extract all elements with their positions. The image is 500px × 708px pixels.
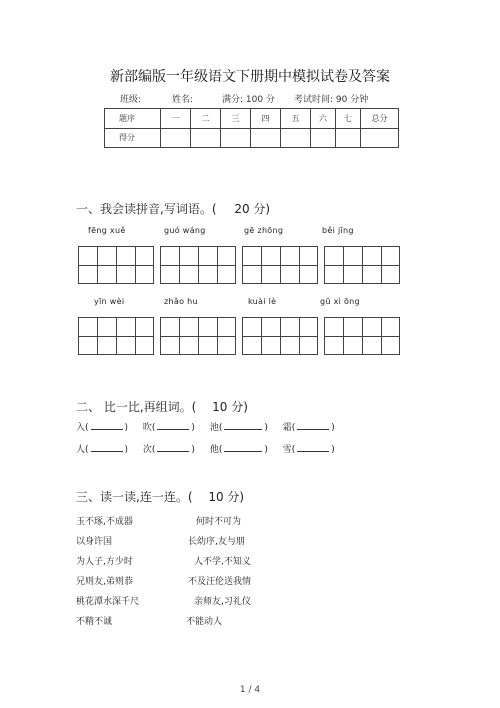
pinyin-label: kuài lè bbox=[248, 297, 277, 306]
compare-char: 次( bbox=[142, 445, 156, 455]
compare-char: 人( bbox=[76, 445, 89, 455]
compare-char: 他( bbox=[209, 445, 223, 455]
compare-paren: ) bbox=[331, 445, 335, 455]
compare-char: 霜( bbox=[282, 423, 296, 433]
match-right-item[interactable]: 不能动人 bbox=[186, 617, 223, 627]
match-left-item[interactable]: 兄则友,弟则恭 bbox=[76, 577, 133, 587]
compare-row-1 bbox=[76, 420, 335, 433]
writing-grid[interactable] bbox=[160, 246, 236, 284]
section2-points: 10 分) bbox=[212, 400, 248, 414]
pinyin-label: zhǎo hu bbox=[164, 297, 198, 306]
answer-blank[interactable] bbox=[224, 443, 262, 452]
score-header-cell: 七 bbox=[336, 109, 361, 129]
score-table bbox=[104, 108, 399, 148]
match-left-item[interactable]: 桃花潭水深千尺 bbox=[76, 597, 140, 607]
pinyin-label: fēng xuě bbox=[88, 226, 126, 235]
full-score: 满分: 100 分 bbox=[222, 95, 275, 105]
pinyin-label: gē zhōng bbox=[244, 226, 284, 235]
pinyin-label: yīn wèi bbox=[94, 297, 125, 306]
compare-paren: ) bbox=[191, 445, 195, 455]
compare-char: 入( bbox=[76, 423, 89, 433]
score-cell[interactable] bbox=[191, 128, 221, 148]
score-header-cell: 四 bbox=[251, 109, 281, 129]
document-title: 新部编版一年级语文下册期中模拟试卷及答案 bbox=[110, 69, 390, 85]
score-cell[interactable] bbox=[251, 128, 281, 148]
score-header-cell: 总分 bbox=[361, 109, 399, 129]
writing-grid[interactable] bbox=[242, 317, 318, 355]
match-left-item[interactable]: 以身许国 bbox=[76, 537, 113, 547]
compare-paren: ) bbox=[191, 423, 195, 433]
match-left-item[interactable]: 玉不琢,不成器 bbox=[76, 517, 133, 527]
section1-points: 20 分) bbox=[234, 202, 271, 216]
writing-grid[interactable] bbox=[242, 246, 318, 284]
compare-paren: ) bbox=[331, 423, 335, 433]
pinyin-label: gū xì ōng bbox=[320, 297, 360, 306]
page-number: 1 / 4 bbox=[239, 685, 261, 695]
match-right-item[interactable]: 人不学,不知义 bbox=[194, 557, 251, 567]
score-cell[interactable] bbox=[361, 128, 399, 148]
exam-time: 考试时间: 90 分钟 bbox=[294, 95, 369, 105]
match-right-item[interactable]: 长幼序,友与朋 bbox=[188, 537, 245, 547]
compare-row-2 bbox=[76, 442, 335, 455]
answer-blank[interactable] bbox=[297, 443, 329, 452]
name-label: 姓名: bbox=[172, 95, 194, 105]
section2-title: 二、 比一比,再组词。( bbox=[76, 400, 197, 414]
score-value-row bbox=[105, 128, 399, 148]
score-header-cell: 三 bbox=[221, 109, 251, 129]
writing-grid[interactable] bbox=[160, 317, 236, 355]
compare-char: 吹( bbox=[142, 423, 156, 433]
class-label: 班级: bbox=[120, 95, 142, 105]
writing-grid[interactable] bbox=[78, 317, 154, 355]
compare-paren: ) bbox=[124, 445, 129, 455]
match-right-item[interactable]: 何时不可为 bbox=[196, 517, 242, 527]
match-right-item[interactable]: 不及汪伦送我情 bbox=[188, 577, 252, 587]
compare-paren: ) bbox=[124, 423, 129, 433]
score-cell[interactable] bbox=[336, 128, 361, 148]
answer-blank[interactable] bbox=[157, 421, 189, 430]
score-cell[interactable] bbox=[281, 128, 311, 148]
match-left-item[interactable]: 不精不诚 bbox=[76, 617, 113, 627]
score-header-cell: 二 bbox=[191, 109, 221, 129]
answer-blank[interactable] bbox=[224, 421, 262, 430]
answer-blank[interactable] bbox=[157, 443, 189, 452]
pinyin-label: běi jīng bbox=[322, 226, 354, 235]
writing-grid[interactable] bbox=[324, 246, 400, 284]
section1-title: 一、我会读拼音,写词语。( bbox=[76, 202, 217, 216]
answer-blank[interactable] bbox=[91, 443, 123, 452]
score-header-cell: 题序 bbox=[105, 109, 161, 129]
score-header-cell: 五 bbox=[281, 109, 311, 129]
score-cell[interactable] bbox=[221, 128, 251, 148]
compare-paren: ) bbox=[264, 423, 268, 433]
match-left-item[interactable]: 为人子,方少时 bbox=[76, 557, 133, 567]
score-header-cell: 六 bbox=[311, 109, 336, 129]
compare-paren: ) bbox=[264, 445, 268, 455]
writing-grid[interactable] bbox=[78, 246, 154, 284]
section3-title: 三、读一读,连一连。( bbox=[76, 490, 193, 504]
answer-blank[interactable] bbox=[297, 421, 329, 430]
match-right-item[interactable]: 亲师友,习礼仪 bbox=[194, 597, 251, 607]
score-cell[interactable] bbox=[311, 128, 336, 148]
score-header-row bbox=[105, 109, 399, 129]
writing-grid[interactable] bbox=[324, 317, 400, 355]
score-header-cell: 一 bbox=[161, 109, 191, 129]
score-cell[interactable] bbox=[161, 128, 191, 148]
compare-char: 雪( bbox=[282, 445, 296, 455]
answer-blank[interactable] bbox=[91, 421, 123, 430]
section3-points: 10 分) bbox=[208, 490, 245, 504]
score-row-label: 得分 bbox=[105, 128, 161, 148]
compare-char: 池( bbox=[209, 423, 223, 433]
pinyin-label: guó wáng bbox=[164, 226, 206, 235]
